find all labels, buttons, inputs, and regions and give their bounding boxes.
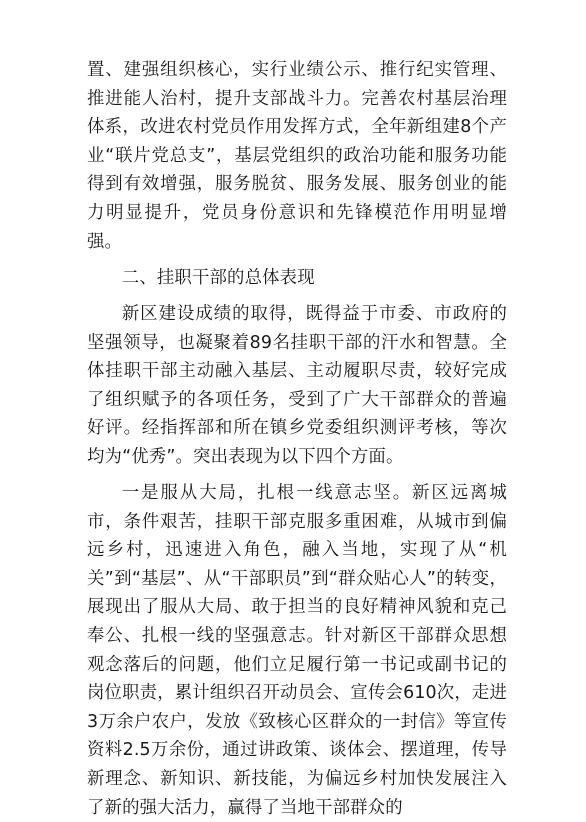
section-heading: 二、挂职干部的总体表现 — [121, 267, 315, 288]
body-paragraph-3: 一是服从大局，扎根一线意志坚。新区远离城市，条件艰苦，挂职干部克服多重困难，从城市到偏远乡村，迅速进入角色，融入当地，实现了从“机关”到“基层”、从“干部职员”到“群众贴心人”的转变，展现出了服从大局、敢于担当的良好精神风貌和克己奉公、扎根一线的坚强意志。针对新区干部群众思想观念落后的问题，他们立足履行第一书记或副书记的岗位职责，累计组织召开动员会、宣传会610次，走进3万余户农户，发放《致核心区群众的一封信》等宣传资料2.5万余份，通过讲政策、谈体会、摆道理，传导新理念、新知识、新技能，为偏远乡村加快发展注入了新的强大活力，赢得了当地干部群众的 — [87, 483, 507, 818]
body-paragraph-1: 置、建强组织核心，实行业绩公示、推行纪实管理、推进能人治村，提升支部战斗力。完善农村基层治理体系，改进农村党员作用发挥方式，全年新组建8个产业“联片党总支”，基层党组织的政治功能和服务功能得到有效增强，服务脱贫、服务发展、服务创业的能力明显提升，党员身份意识和先锋模范作用明显增强。 — [87, 60, 507, 252]
body-paragraph-2: 新区建设成绩的取得，既得益于市委、市政府的坚强领导，也凝聚着89名挂职干部的汗水和智慧。全体挂职干部主动融入基层、主动履职尽责，较好完成了组织赋予的各项任务，受到了广大干部群众的普遍好评。经指挥部和所在镇乡党委组织测评考核，等次均为“优秀”。突出表现为以下四个方面。 — [87, 303, 507, 467]
